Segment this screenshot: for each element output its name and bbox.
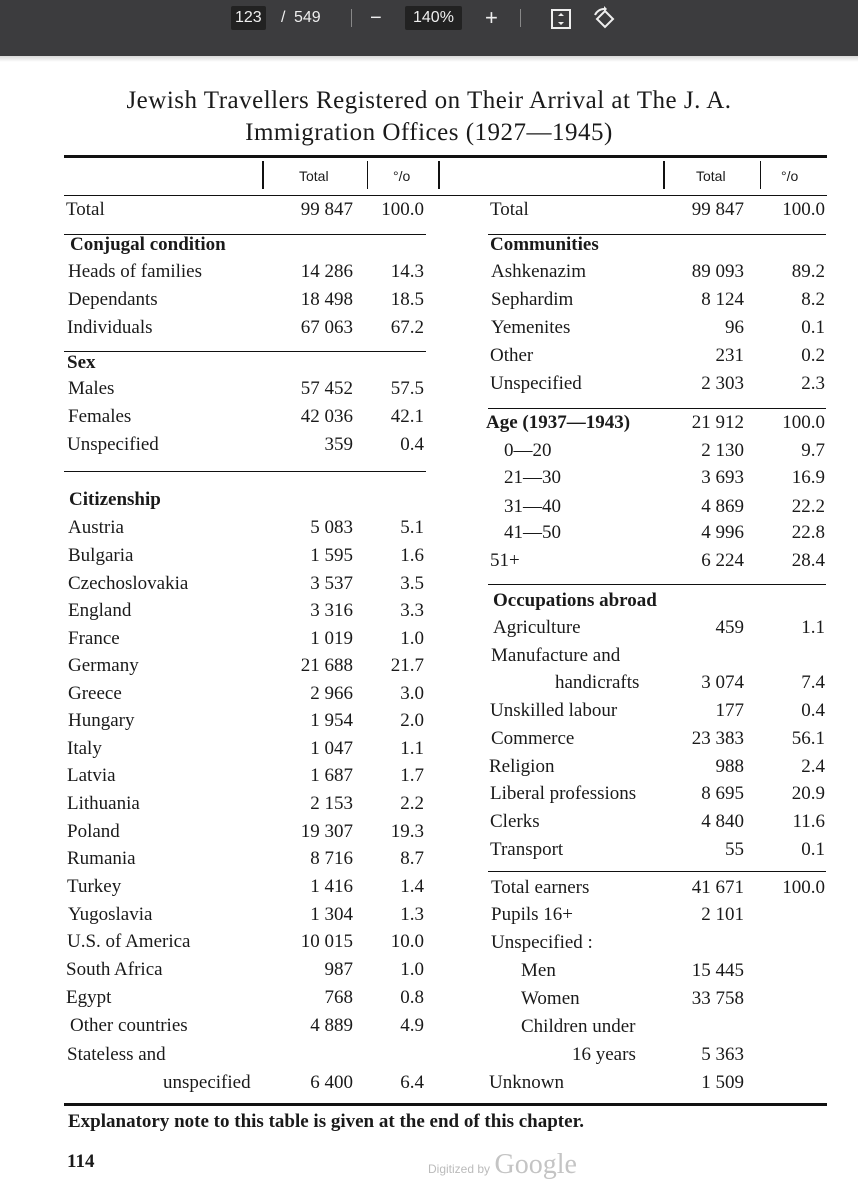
row-total: 459 — [715, 617, 744, 638]
row-label: Occupations abroad — [493, 590, 657, 611]
row-percent: 67.2 — [390, 317, 424, 338]
row-label: Unskilled labour — [490, 700, 618, 721]
zoom-out-button[interactable]: − — [370, 7, 382, 29]
row-label: Yugoslavia — [68, 904, 153, 925]
row-total: 1 687 — [310, 765, 353, 786]
row-percent: 6.4 — [400, 1072, 424, 1093]
row-label: Stateless and — [67, 1044, 166, 1065]
row-percent: 100.0 — [782, 412, 825, 433]
row-label: Individuals — [67, 317, 153, 338]
row-percent: 14.3 — [390, 261, 424, 282]
row-percent: 1.7 — [400, 765, 424, 786]
row-label: Sephardim — [491, 289, 574, 310]
table-title-line1: Jewish Travellers Registered on Their Arrival at The J. A. — [126, 87, 732, 114]
column-header-total: Total — [696, 168, 726, 184]
row-total: 15 445 — [691, 960, 744, 981]
row-percent: 3.5 — [400, 573, 424, 594]
row-label: Lithuania — [67, 793, 140, 814]
row-label: Ashkenazim — [491, 261, 586, 282]
row-percent: 3.0 — [400, 683, 424, 704]
row-percent: 1.4 — [400, 876, 424, 897]
row-total: 3 074 — [701, 672, 744, 693]
fit-to-page-icon[interactable] — [550, 8, 572, 30]
row-label: Liberal professions — [490, 783, 637, 804]
row-percent: 2.0 — [400, 710, 424, 731]
row-percent: 100.0 — [782, 877, 825, 898]
row-total: 10 015 — [300, 931, 353, 952]
row-label: Unspecified : — [491, 932, 593, 953]
col-divider — [262, 161, 264, 189]
row-total: 18 498 — [300, 289, 353, 310]
row-total: 3 316 — [310, 600, 353, 621]
row-total: 8 695 — [701, 783, 744, 804]
row-total: 1 595 — [310, 545, 353, 566]
row-label: 0—20 — [504, 440, 552, 461]
row-label: South Africa — [66, 959, 163, 980]
row-percent: 22.2 — [791, 496, 825, 517]
row-total: 14 286 — [300, 261, 353, 282]
row-label: Yemenites — [491, 317, 571, 338]
row-total: 6 400 — [310, 1072, 353, 1093]
row-label: Other — [490, 345, 534, 366]
row-label: Total — [490, 199, 529, 220]
row-label: U.S. of America — [67, 931, 191, 952]
row-percent: 19.3 — [390, 821, 424, 842]
section-rule — [488, 584, 826, 585]
row-total: 987 — [324, 959, 353, 980]
row-percent: 42.1 — [390, 406, 424, 427]
row-label: handicrafts — [555, 672, 640, 693]
row-total: 8 124 — [701, 289, 744, 310]
row-total: 1 047 — [310, 738, 353, 759]
row-total: 42 036 — [300, 406, 353, 427]
row-label: Hungary — [68, 710, 135, 731]
row-percent: 20.9 — [791, 783, 825, 804]
row-percent: 2.4 — [801, 756, 825, 777]
page-separator: / — [281, 9, 286, 26]
row-label: Germany — [68, 655, 139, 676]
row-percent: 28.4 — [791, 550, 825, 571]
row-total: 1 416 — [310, 876, 353, 897]
row-label: Men — [521, 960, 556, 981]
row-total: 67 063 — [300, 317, 353, 338]
row-label: Turkey — [67, 876, 122, 897]
row-total: 2 130 — [701, 440, 744, 461]
row-total: 99 847 — [691, 199, 744, 220]
row-label: 41—50 — [504, 522, 561, 543]
row-percent: 22.8 — [791, 522, 825, 543]
zoom-in-button[interactable]: + — [485, 5, 498, 30]
row-label: Conjugal condition — [70, 234, 226, 255]
page-number-input[interactable]: 123 — [231, 6, 266, 30]
row-label: Females — [68, 406, 132, 427]
row-percent: 1.0 — [400, 959, 424, 980]
toolbar-divider — [520, 9, 521, 27]
row-percent: 7.4 — [801, 672, 825, 693]
row-percent: 1.1 — [801, 617, 825, 638]
row-percent: 1.0 — [400, 628, 424, 649]
bottom-rule — [64, 1103, 827, 1106]
row-total: 4 869 — [701, 496, 744, 517]
section-rule — [64, 471, 426, 472]
col-divider — [760, 161, 761, 189]
row-total: 1 019 — [310, 628, 353, 649]
row-label: Males — [68, 378, 115, 399]
row-percent: 10.0 — [390, 931, 424, 952]
column-header-total: Total — [299, 168, 329, 184]
row-label: Heads of families — [68, 261, 203, 282]
row-percent: 0.8 — [400, 987, 424, 1008]
page-number: 114 — [67, 1151, 95, 1172]
row-total: 231 — [715, 345, 744, 366]
row-percent: 8.2 — [801, 289, 825, 310]
row-label: Other countries — [70, 1015, 188, 1036]
row-percent: 21.7 — [390, 655, 424, 676]
row-total: 177 — [715, 700, 744, 721]
row-label: Rumania — [67, 848, 136, 869]
section-rule — [64, 351, 426, 352]
col-divider — [367, 161, 368, 189]
row-label: unspecified — [163, 1072, 251, 1093]
row-percent: 1.1 — [400, 738, 424, 759]
row-label: Religion — [489, 756, 555, 777]
row-total: 359 — [324, 434, 353, 455]
row-percent: 2.2 — [400, 793, 424, 814]
row-label: England — [68, 600, 132, 621]
row-label: Total — [66, 199, 105, 220]
row-label: 21—30 — [504, 467, 561, 488]
row-label: 16 years — [572, 1044, 636, 1065]
row-label: Citizenship — [69, 489, 161, 510]
row-percent: 9.7 — [801, 440, 825, 461]
row-percent: 3.3 — [400, 600, 424, 621]
row-label: Pupils 16+ — [491, 904, 573, 925]
row-label: Italy — [67, 738, 102, 759]
row-label: Unspecified — [67, 434, 159, 455]
zoom-level-input[interactable]: 140% — [405, 6, 462, 30]
row-total: 4 889 — [310, 1015, 353, 1036]
row-total: 2 966 — [310, 683, 353, 704]
row-label: Communities — [490, 234, 599, 255]
row-total: 1 509 — [701, 1072, 744, 1093]
row-total: 2 303 — [701, 373, 744, 394]
row-total: 21 912 — [691, 412, 744, 433]
row-total: 5 083 — [310, 517, 353, 538]
row-percent: 16.9 — [791, 467, 825, 488]
row-percent: 4.9 — [400, 1015, 424, 1036]
row-label: Children under — [521, 1016, 636, 1037]
row-total: 2 153 — [310, 793, 353, 814]
row-total: 23 383 — [691, 728, 744, 749]
row-total: 4 996 — [701, 522, 744, 543]
row-label: Commerce — [491, 728, 575, 749]
row-percent: 100.0 — [782, 199, 825, 220]
row-label: 31—40 — [504, 496, 561, 517]
row-label: Transport — [490, 839, 564, 860]
row-total: 8 716 — [310, 848, 353, 869]
pdf-viewer-toolbar — [0, 0, 858, 56]
row-total: 19 307 — [300, 821, 353, 842]
row-label: France — [68, 628, 120, 649]
row-total: 768 — [324, 987, 353, 1008]
row-percent: 1.3 — [400, 904, 424, 925]
section-rule — [488, 871, 826, 872]
toolbar-shadow — [0, 56, 858, 62]
section-rule — [488, 408, 826, 409]
row-total: 55 — [725, 839, 744, 860]
row-total: 33 758 — [691, 988, 744, 1009]
row-total: 5 363 — [701, 1044, 744, 1065]
row-total: 2 101 — [701, 904, 744, 925]
row-label: Egypt — [66, 987, 112, 1008]
row-percent: 1.6 — [400, 545, 424, 566]
row-percent: 11.6 — [792, 811, 825, 832]
row-percent: 0.4 — [400, 434, 424, 455]
header-rule — [64, 195, 827, 196]
col-divider — [438, 161, 440, 189]
table-title-line2: Immigration Offices (1927—1945) — [245, 119, 613, 146]
row-percent: 5.1 — [400, 517, 424, 538]
row-total: 1 954 — [310, 710, 353, 731]
row-label: 51+ — [490, 550, 520, 571]
row-total: 4 840 — [701, 811, 744, 832]
row-percent: 18.5 — [390, 289, 424, 310]
row-label: Austria — [68, 517, 124, 538]
row-percent: 57.5 — [390, 378, 424, 399]
row-percent: 2.3 — [801, 373, 825, 394]
row-label: Manufacture and — [491, 645, 621, 666]
column-header-percent: °/o — [781, 168, 799, 184]
row-label: Latvia — [67, 765, 116, 786]
row-label: Women — [521, 988, 580, 1009]
row-label: Poland — [67, 821, 120, 842]
row-percent: 89.2 — [791, 261, 825, 282]
row-label: Sex — [67, 352, 96, 373]
toolbar-divider — [351, 9, 352, 27]
row-label: Total earners — [491, 877, 590, 898]
row-label: Unknown — [489, 1072, 564, 1093]
explanatory-note: Explanatory note to this table is given at the end of this chapter. — [68, 1111, 585, 1132]
top-rule — [64, 155, 827, 158]
row-total: 1 304 — [310, 904, 353, 925]
row-percent: 0.1 — [801, 839, 825, 860]
row-label: Bulgaria — [68, 545, 134, 566]
row-total: 3 537 — [310, 573, 353, 594]
row-percent: 8.7 — [400, 848, 424, 869]
row-label: Dependants — [68, 289, 158, 310]
row-label: Unspecified — [490, 373, 582, 394]
row-total: 3 693 — [701, 467, 744, 488]
rotate-icon[interactable] — [592, 6, 618, 32]
row-total: 41 671 — [691, 877, 744, 898]
digitized-by-google — [428, 1149, 577, 1181]
row-percent: 0.2 — [801, 345, 825, 366]
row-label: Agriculture — [493, 617, 581, 638]
row-label: Greece — [68, 683, 122, 704]
row-percent: 56.1 — [791, 728, 825, 749]
row-label: Age (1937—1943) — [486, 412, 631, 433]
row-percent: 0.4 — [801, 700, 825, 721]
row-label: Czechoslovakia — [68, 573, 189, 594]
row-total: 99 847 — [300, 199, 353, 220]
row-total: 21 688 — [300, 655, 353, 676]
google-logo: Google — [494, 1149, 577, 1180]
row-total: 988 — [715, 756, 744, 777]
row-total: 6 224 — [701, 550, 744, 571]
col-divider — [663, 161, 665, 189]
page-total: 549 — [294, 9, 321, 26]
row-total: 57 452 — [300, 378, 353, 399]
digitized-by-label: Digitized by — [428, 1162, 491, 1176]
row-percent: 0.1 — [801, 317, 825, 338]
row-total: 96 — [725, 317, 744, 338]
row-total: 89 093 — [691, 261, 744, 282]
column-header-percent: °/o — [393, 168, 411, 184]
row-label: Clerks — [490, 811, 540, 832]
row-percent: 100.0 — [381, 199, 424, 220]
